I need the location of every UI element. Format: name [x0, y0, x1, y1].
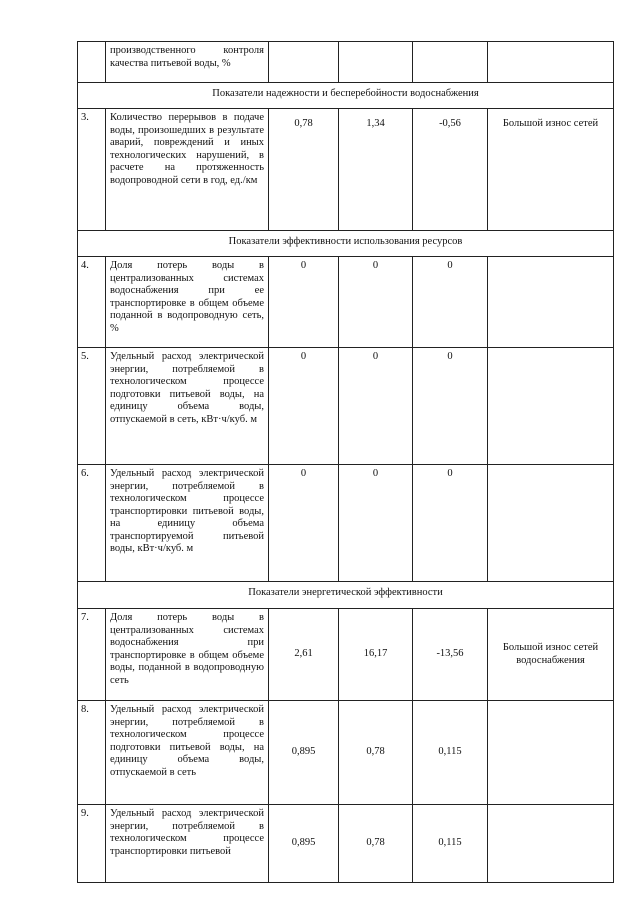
table-row [78, 109, 614, 231]
value-plan: 0 [269, 257, 339, 348]
table-row [78, 348, 614, 465]
value-deviation: 0 [413, 257, 488, 348]
section-header-row [78, 231, 614, 257]
row-number: 8. [78, 701, 106, 805]
table-row [78, 701, 614, 805]
table-row [78, 257, 614, 348]
row-number: 7. [78, 609, 106, 701]
section-title: Показатели надежности и бесперебойности водоснабжения [78, 83, 614, 109]
value-plan: 0,895 [269, 805, 339, 883]
reason-note: Большой износ сетей водоснабжения [488, 609, 614, 701]
table-row [78, 609, 614, 701]
indicators-table [77, 41, 614, 883]
value-deviation: 0,115 [413, 805, 488, 883]
section-title: Показатели энергетической эффективности [78, 582, 614, 609]
reason-note [488, 257, 614, 348]
section-header-row [78, 83, 614, 109]
reason-note [488, 42, 614, 83]
value-fact: 0 [339, 465, 413, 582]
value-fact: 16,17 [339, 609, 413, 701]
indicator-name: производственного контроля качества питьевой воды, % [106, 42, 269, 83]
reason-note [488, 805, 614, 883]
value-deviation: 0 [413, 348, 488, 465]
value-deviation [413, 42, 488, 83]
reason-note [488, 465, 614, 582]
table-row [78, 42, 614, 83]
indicator-name: Количество перерывов в подаче воды, произошедших в результате аварий, повреждений и иных технологических нарушений, в расчете на протяженность водопроводной сети в год, ед./км [106, 109, 269, 231]
value-deviation: -0,56 [413, 109, 488, 231]
reason-note [488, 348, 614, 465]
value-fact: 0,78 [339, 701, 413, 805]
value-deviation: 0 [413, 465, 488, 582]
value-fact: 1,34 [339, 109, 413, 231]
value-fact: 0,78 [339, 805, 413, 883]
value-plan: 0 [269, 465, 339, 582]
row-number: 6. [78, 465, 106, 582]
indicator-name: Удельный расход электрической энергии, потребляемой в технологическом процессе подготовки питьевой воды, на единицу объема воды, отпускаемой в сеть [106, 701, 269, 805]
value-plan: 0 [269, 348, 339, 465]
row-number: 4. [78, 257, 106, 348]
reason-note [488, 701, 614, 805]
row-number [78, 42, 106, 83]
value-deviation: 0,115 [413, 701, 488, 805]
table-row [78, 805, 614, 883]
indicator-name: Доля потерь воды в централизованных системах водоснабжения при транспортировке в общем объеме воды, поданной в водопроводную сеть [106, 609, 269, 701]
value-fact: 0 [339, 348, 413, 465]
value-plan: 2,61 [269, 609, 339, 701]
indicator-name: Удельный расход электрической энергии, потребляемой в технологическом процессе транспортировки питьевой [106, 805, 269, 883]
value-fact [339, 42, 413, 83]
section-title: Показатели эффективности использования ресурсов [78, 231, 614, 257]
indicator-name: Доля потерь воды в централизованных системах водоснабжения при ее транспортировке в общем объеме поданной в водопроводную сеть, % [106, 257, 269, 348]
row-number: 3. [78, 109, 106, 231]
value-plan: 0,78 [269, 109, 339, 231]
value-plan [269, 42, 339, 83]
value-plan: 0,895 [269, 701, 339, 805]
indicator-name: Удельный расход электрической энергии, потребляемой в технологическом процессе подготовки питьевой воды, на единицу объема воды, отпускаемой в сеть, кВт·ч/куб. м [106, 348, 269, 465]
reason-note: Большой износ сетей [488, 109, 614, 231]
value-deviation: -13,56 [413, 609, 488, 701]
section-header-row [78, 582, 614, 609]
row-number: 9. [78, 805, 106, 883]
row-number: 5. [78, 348, 106, 465]
indicator-name: Удельный расход электрической энергии, потребляемой в технологическом процессе транспортировки питьевой воды, на единицу объема транспортируемой питьевой воды, кВт·ч/куб. м [106, 465, 269, 582]
value-fact: 0 [339, 257, 413, 348]
table-row [78, 465, 614, 582]
